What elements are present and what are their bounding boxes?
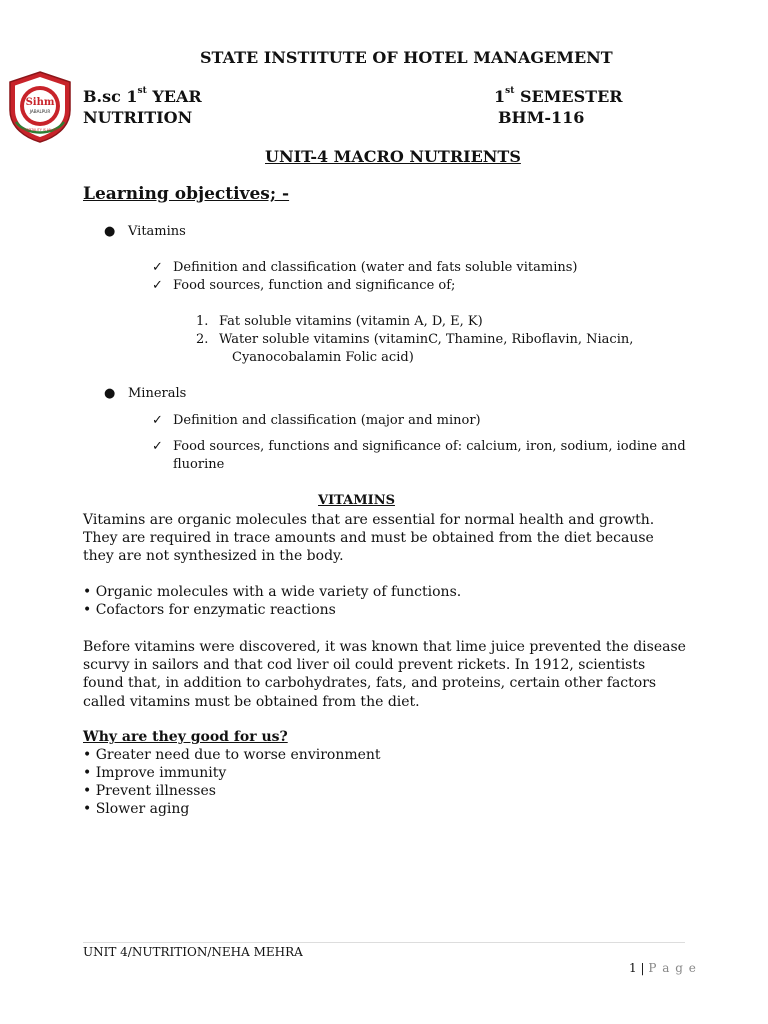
numbered-marker: 1. (196, 314, 209, 329)
list-item: • Improve immunity (83, 765, 227, 781)
check-icon: ✓ (152, 278, 163, 293)
vitamins-intro: Vitamins are organic molecules that are essential for normal health and growth. They are required in trace amounts and must be obtained from the diet because they are not synthesized in the body. (83, 512, 655, 565)
numbered-item: Fat soluble vitamins (vitamin A, D, E, K) (219, 314, 483, 329)
check-item: Food sources, functions and significance of: calcium, iron, sodium, iodine and (173, 439, 686, 454)
vitamins-history: Before vitamins were discovered, it was known that lime juice prevented the disease scurvy in sailors and that cod liver oil could prevent rickets. In 1912, scientists found that, in addition to carbohydrates, fats, and proteins, certain other factors called vitamins must be obtained from the diet. (83, 639, 686, 710)
svg-text:HOSPITALITY IS AN ART: HOSPITALITY IS AN ART (21, 128, 59, 132)
objective-vitamins: Vitamins (128, 224, 186, 239)
list-item: • Organic molecules with a wide variety of functions. (83, 584, 462, 600)
check-item-continued: fluorine (173, 457, 225, 472)
check-item: Definition and classification (water and fats soluble vitamins) (173, 260, 578, 275)
check-icon: ✓ (152, 260, 163, 275)
check-icon: ✓ (152, 439, 163, 454)
why-heading: Why are they good for us? (83, 729, 288, 745)
numbered-item-continued: Cyanocobalamin Folic acid) (232, 350, 414, 365)
objectives-heading: Learning objectives; - (83, 184, 290, 204)
subject-name: NUTRITION (83, 108, 193, 127)
list-item: • Greater need due to worse environment (83, 747, 381, 763)
institute-title: STATE INSTITUTE OF HOTEL MANAGEMENT (200, 48, 613, 67)
bullet-dot: ● (104, 386, 116, 401)
bullet-dot: ● (104, 224, 116, 239)
objective-minerals: Minerals (128, 386, 187, 401)
numbered-item: Water soluble vitamins (vitaminC, Thamine, Riboflavin, Niacin, (219, 332, 634, 347)
svg-text:JABALPUR: JABALPUR (29, 109, 51, 114)
semester: 1st SEMESTER (494, 86, 623, 106)
check-icon: ✓ (152, 413, 163, 428)
page-number: 1 | P a g e (629, 961, 697, 975)
list-item: • Cofactors for enzymatic reactions (83, 602, 336, 618)
svg-text:Sihm: Sihm (25, 97, 55, 108)
footer-divider (83, 942, 685, 943)
course-year: B.sc 1st YEAR (83, 86, 202, 106)
numbered-marker: 2. (196, 332, 209, 347)
list-item: • Slower aging (83, 801, 190, 817)
unit-title: UNIT-4 MACRO NUTRIENTS (265, 147, 521, 166)
section-heading-vitamins: VITAMINS (318, 493, 395, 508)
check-item: Food sources, function and significance of; (173, 278, 456, 293)
list-item: • Prevent illnesses (83, 783, 216, 799)
footer-left: UNIT 4/NUTRITION/NEHA MEHRA (83, 945, 303, 959)
course-code: BHM-116 (498, 108, 585, 127)
check-item: Definition and classification (major and minor) (173, 413, 481, 428)
institute-logo (6, 70, 74, 144)
